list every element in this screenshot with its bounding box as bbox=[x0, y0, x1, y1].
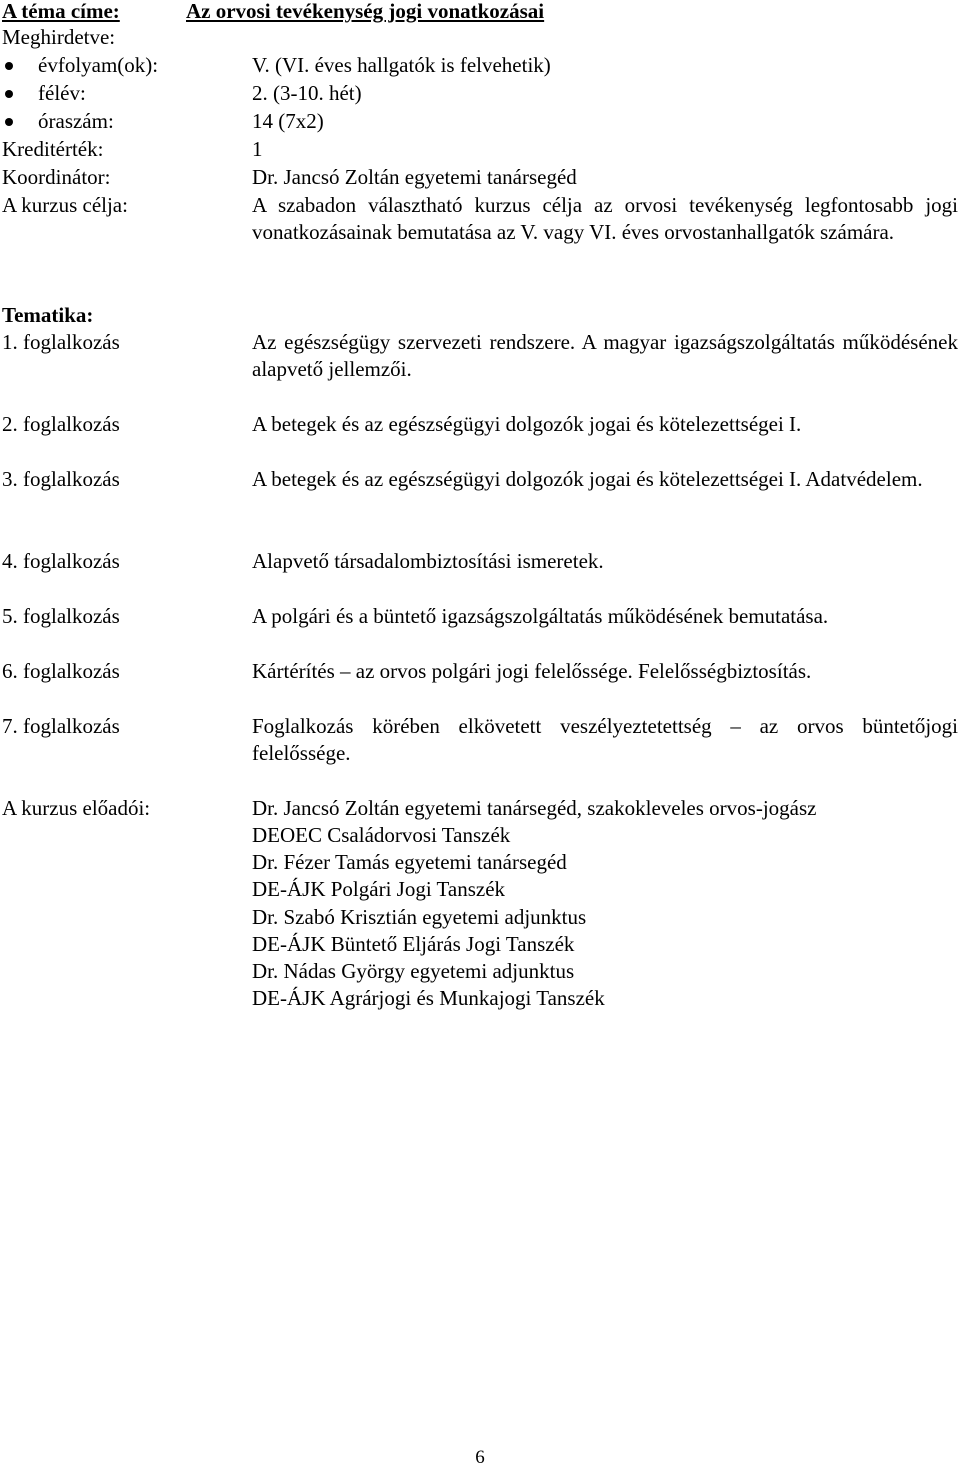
session-text: Az egészségügy szervezeti rendszere. A magyar igazságszolgáltatás működésének alapvető jellemzői. bbox=[252, 330, 958, 381]
lecturer-line: DEOEC Családorvosi Tanszék bbox=[252, 823, 511, 847]
session-label: 2. foglalkozás bbox=[2, 412, 120, 436]
coordinator-value: Dr. Jancsó Zoltán egyetemi tanársegéd bbox=[252, 165, 577, 189]
session-label: 1. foglalkozás bbox=[2, 330, 120, 354]
goal-text: A szabadon választható kurzus célja az orvosi tevékenység legfontosabb jogi vonatkozásainak bemutatása az V. vagy VI. éves orvostanhallgatók számára. bbox=[252, 193, 958, 244]
session-label: 3. foglalkozás bbox=[2, 467, 120, 491]
announced-item-label: óraszám: bbox=[38, 109, 114, 133]
session-text: A betegek és az egészségügyi dolgozók jogai és kötelezettségei I. bbox=[252, 412, 802, 436]
announced-item-label: félév: bbox=[38, 81, 86, 105]
session-text: Foglalkozás körében elkövetett veszélyeztetettség – az orvos büntetőjogi felelőssége. bbox=[252, 714, 958, 765]
session-label: 4. foglalkozás bbox=[2, 549, 120, 573]
lecturers-label: A kurzus előadói: bbox=[2, 796, 151, 820]
session-row bbox=[2, 713, 958, 769]
lecturer-line: Dr. Nádas György egyetemi adjunktus bbox=[252, 959, 575, 983]
tematika-heading: Tematika: bbox=[2, 303, 94, 327]
session-text: A polgári és a büntető igazságszolgáltatás működésének bemutatása. bbox=[252, 604, 829, 628]
credit-label: Kreditérték: bbox=[2, 137, 104, 161]
goal-row bbox=[2, 192, 958, 276]
bullet-icon bbox=[5, 118, 13, 126]
lecturer-line: DE-ÁJK Polgári Jogi Tanszék bbox=[252, 877, 506, 901]
session-label: 7. foglalkozás bbox=[2, 714, 120, 738]
session-text: A betegek és az egészségügyi dolgozók jogai és kötelezettségei I. Adatvédelem. bbox=[252, 467, 923, 491]
bullet-icon bbox=[5, 62, 13, 70]
lecturer-line: Dr. Jancsó Zoltán egyetemi tanársegéd, szakokleveles orvos-jogász bbox=[252, 796, 817, 820]
announced-label: Meghirdetve: bbox=[2, 25, 116, 49]
credit-value: 1 bbox=[252, 137, 263, 161]
lecturer-line: Dr. Fézer Tamás egyetemi tanársegéd bbox=[252, 850, 567, 874]
session-label: 5. foglalkozás bbox=[2, 604, 120, 628]
lecturer-line: DE-ÁJK Agrárjogi és Munkajogi Tanszék bbox=[252, 986, 605, 1010]
bullet-icon bbox=[5, 90, 13, 98]
title-label: A téma címe: bbox=[2, 0, 120, 23]
announced-item-value: V. (VI. éves hallgatók is felvehetik) bbox=[252, 53, 551, 77]
session-row bbox=[2, 466, 958, 522]
course-title: Az orvosi tevékenység jogi vonatkozásai bbox=[186, 0, 545, 23]
lecturer-line: DE-ÁJK Büntető Eljárás Jogi Tanszék bbox=[252, 932, 575, 956]
session-label: 6. foglalkozás bbox=[2, 659, 120, 683]
lecturer-line: Dr. Szabó Krisztián egyetemi adjunktus bbox=[252, 905, 587, 929]
announced-item-value: 14 (7x2) bbox=[252, 109, 324, 133]
page-number: 6 bbox=[475, 1447, 485, 1468]
session-text: Alapvető társadalombiztosítási ismeretek. bbox=[252, 549, 604, 573]
announced-item-value: 2. (3-10. hét) bbox=[252, 81, 362, 105]
goal-label: A kurzus célja: bbox=[2, 193, 128, 217]
coordinator-label: Koordinátor: bbox=[2, 165, 111, 189]
announced-item-label: évfolyam(ok): bbox=[38, 53, 159, 77]
session-text: Kártérítés – az orvos polgári jogi felelőssége. Felelősségbiztosítás. bbox=[252, 659, 812, 683]
session-row bbox=[2, 329, 958, 385]
